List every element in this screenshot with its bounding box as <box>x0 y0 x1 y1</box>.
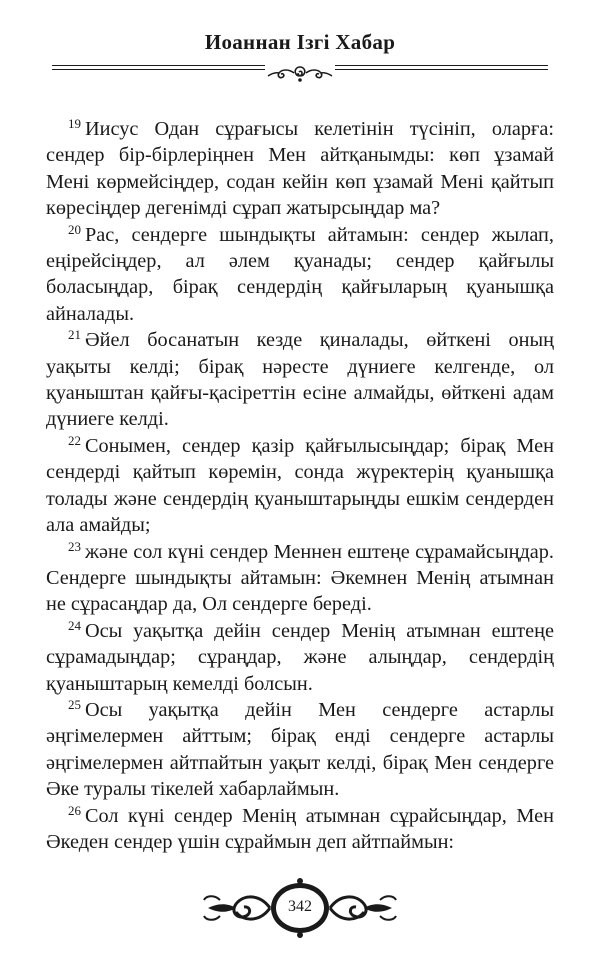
header-ornament-icon <box>265 63 335 85</box>
verse-text: Сонымен, сендер қазір қайғылысыңдар; бірақ Мен сендерді қайтып көремін, сонда жүректерің қуанышқа толады және сендердің қуаныштарыңды ешкім сендерден ала амайды; <box>46 434 554 537</box>
verse <box>46 697 554 803</box>
verse-text: және сол күні сендер Меннен ештеңе сұрамайсыңдар. Сендерге шындықты айтамын: Әкемнен Менің атымнан не сұрасаңдар да, Ол сендерге береді. <box>46 540 554 616</box>
verse-text: Әйел босанатын кезде қиналады, өйткені оның уақыты келді; бірақ нәресте дүниеге келгенде, ол қуаныштан қайғы-қасіреттін есіне алмайды, өйткені адам дүниеге келді. <box>46 329 554 431</box>
page-number: 342 <box>288 898 312 915</box>
scripture-text <box>46 116 554 855</box>
verse <box>46 433 554 539</box>
verse-text: Осы уақытқа дейін сендер Менің атымнан ештеңе сұрамадыңдар; сұраңдар, және алыңдар, сендердің қуаныштарың кемелді болсын. <box>46 619 554 695</box>
verse-text: Рас, сендерге шындықты айтамын: сендер жылап, еңірейсіңдер, ал әлем қуанады; сендер қайғылы боласыңдар, бірақ сендердің қайғыларың қуанышқа айналады. <box>46 223 554 325</box>
verse-number: 20 <box>68 221 81 237</box>
verse-text: Сол күні сендер Менің атымнан сұрайсыңдар, Мен Әкеден сендер үшін сұраймын деп айтпаймын: <box>46 804 554 853</box>
verse <box>46 539 554 618</box>
verse <box>46 222 554 328</box>
verse-number: 22 <box>68 432 81 448</box>
verse-text: Осы уақытқа дейін Мен сендерге астарлы әңгімелермен айттым; бірақ енді сендерге астарлы әңгімелермен айтпайтын уақыт келді, бірақ Мен сендерге Әке туралы тікелей хабарлаймын. <box>46 698 554 801</box>
verse-text: Иисус Одан сұрағысы келетінін түсініп, оларға: сендер бір-бірлеріңнен Мен айтқанымды: көп ұзамай Мені көрмейсіңдер, содан кейін көп ұзамай Мені қайтып көресіңдер дегенімді сұрап жатырсыңдар ма? <box>46 118 554 220</box>
verse <box>46 116 554 222</box>
verse-number: 23 <box>68 538 81 554</box>
verse <box>46 803 554 856</box>
verse <box>46 618 554 697</box>
page-title: Иоаннан Ізгі Хабар <box>204 30 396 54</box>
verse-number: 24 <box>68 617 81 633</box>
verse-number: 19 <box>68 116 81 131</box>
verse-number: 21 <box>68 327 81 343</box>
verse-number: 25 <box>68 696 81 712</box>
verse <box>46 327 554 433</box>
verse-number: 26 <box>68 802 81 818</box>
